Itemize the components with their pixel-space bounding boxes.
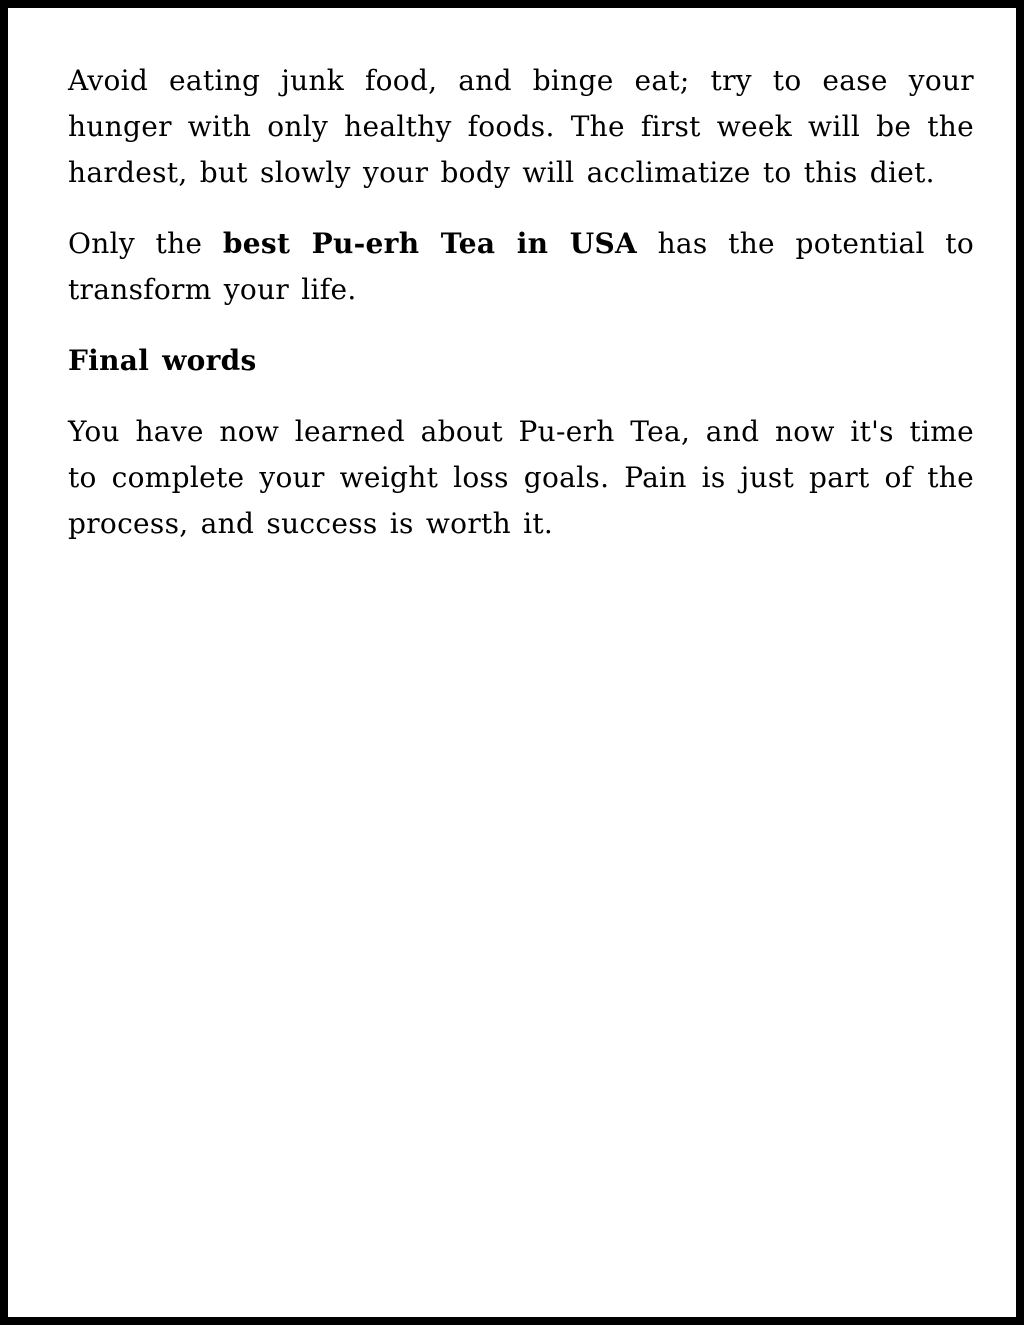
paragraph-diet-advice: Avoid eating junk food, and binge eat; try to ease your hunger with only healthy foods. The first week will be the hardest, but slowly your body will acclimatize to this diet.	[68, 64, 974, 189]
document-body	[68, 58, 974, 572]
section-heading-final-words: Final words	[68, 344, 257, 377]
promo-prefix: Only the	[68, 227, 223, 260]
pu-erh-tea-link[interactable]: best Pu-erh Tea in USA	[222, 227, 637, 260]
promo-suffix: has the potential to transform your life.	[68, 227, 974, 306]
paragraph-pu-erh-promo	[68, 221, 974, 313]
paragraph-conclusion: You have now learned about Pu-erh Tea, and now it's time to complete your weight loss goals. Pain is just part of the process, and success is worth it.	[68, 415, 974, 540]
